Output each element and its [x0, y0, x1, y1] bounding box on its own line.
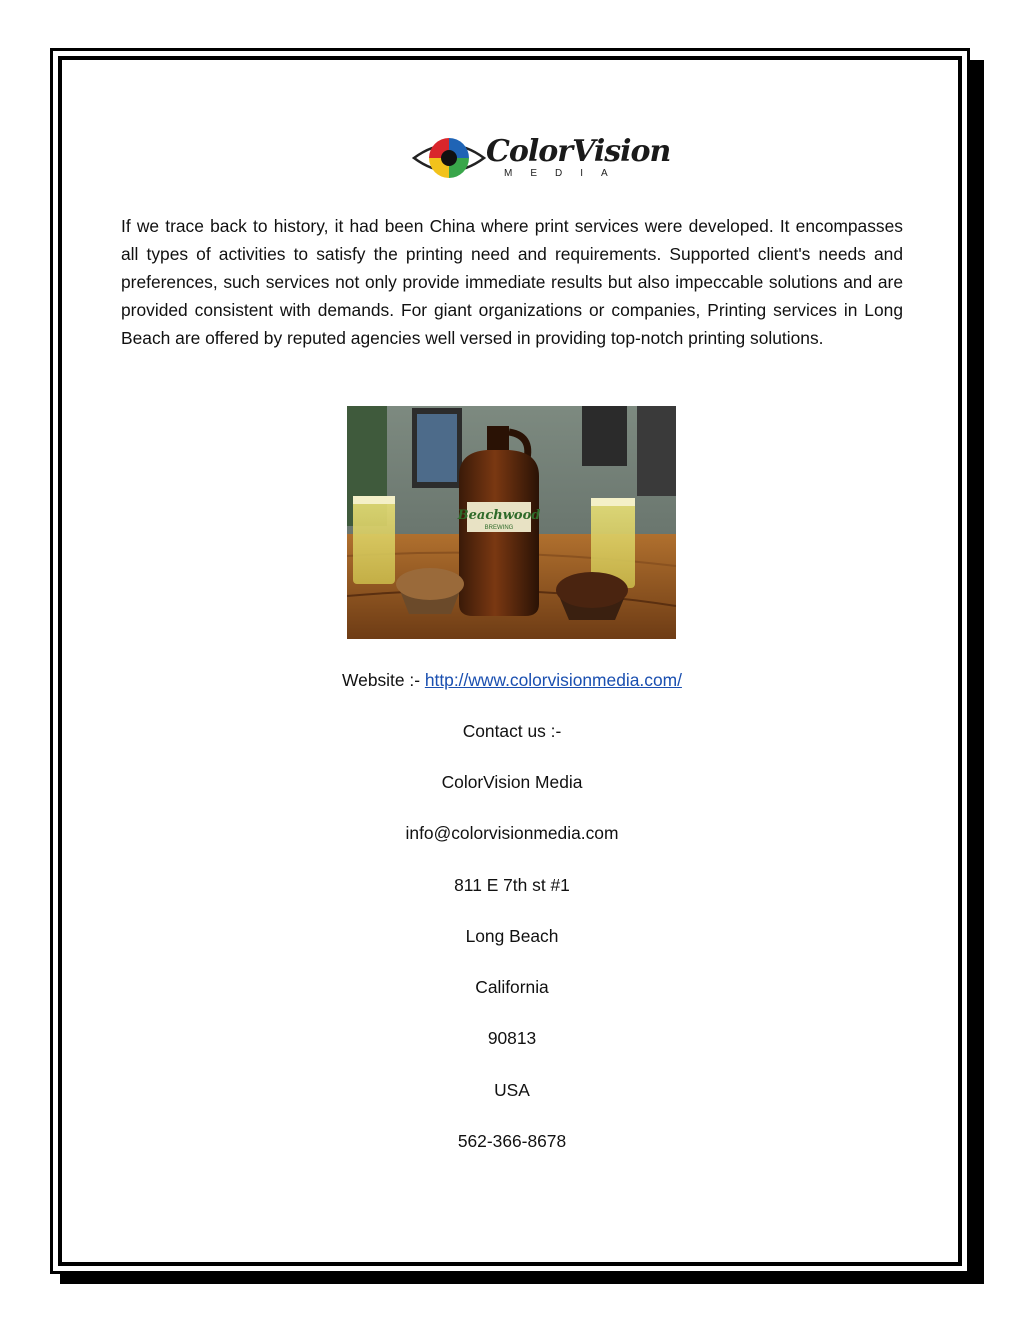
company-name: ColorVision Media [441, 772, 583, 792]
street-address: 811 E 7th st #1 [454, 875, 570, 895]
email-address: info@colorvisionmedia.com [405, 823, 619, 843]
logo-wordmark: ColorVision [486, 134, 671, 169]
contact-heading: Contact us :- [462, 721, 562, 741]
state: California [475, 977, 549, 997]
beer-growler-photo [347, 406, 676, 639]
zip-code: 90813 [487, 1028, 537, 1048]
photo-illustration [347, 406, 676, 639]
growler-label: Beachwood [457, 508, 541, 523]
city: Long Beach [465, 926, 559, 946]
website-link[interactable]: http://www.colorvisionmedia.com/ [424, 670, 682, 690]
intro-paragraph: If we trace back to history, it had been China where print services were developed. It encompasses all types of activities to satisfy the printing need and requirements. Supported client's needs and preferences, such services not only provide immediate results but also impeccable solutions and are provided consistent with demands. For giant organizations or companies, Printing services in Long Beach are offered by reputed agencies well versed in providing top-notch printing solutions. [121, 216, 903, 348]
website-line [0, 669, 1024, 691]
growler-sublabel: BREWING [484, 525, 514, 531]
logo-subtitle: MEDIA [504, 168, 626, 179]
phone-number: 562-366-8678 [457, 1131, 567, 1151]
country: USA [494, 1080, 530, 1100]
colorvision-logo [412, 130, 671, 186]
eye-logo-icon [412, 130, 486, 186]
website-label: Website :- [342, 670, 425, 690]
